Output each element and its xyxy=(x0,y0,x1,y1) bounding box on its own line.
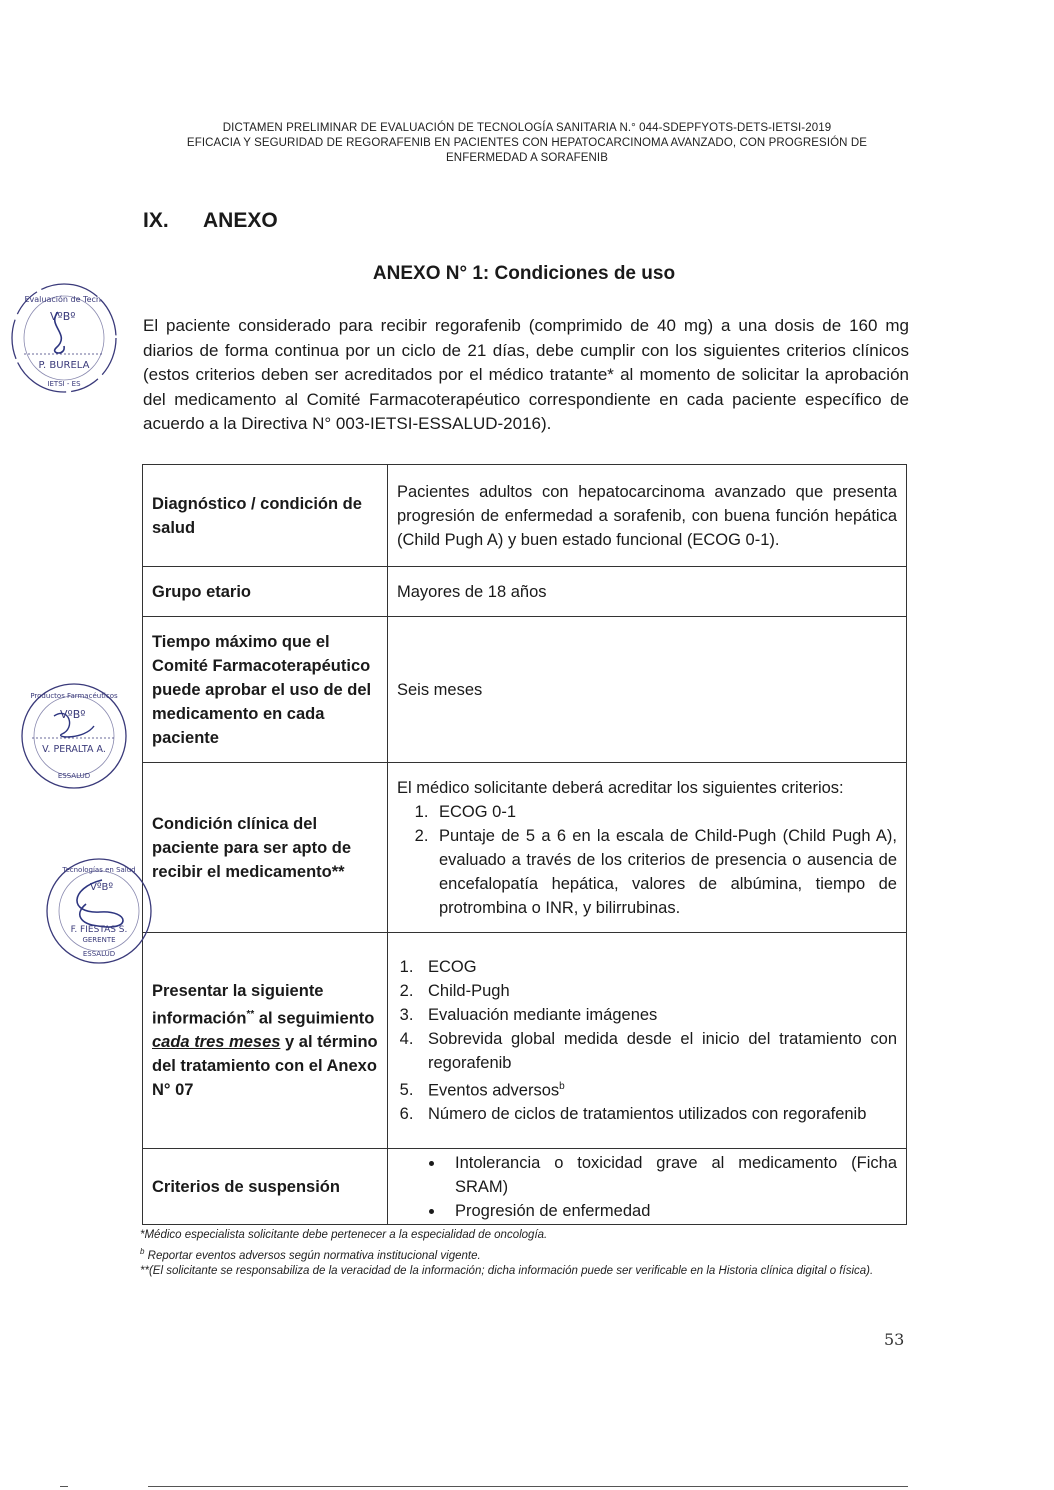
row-label-followup: Presentar la siguiente información** al seguimiento cada tres meses y al término del tratamiento con el Anexo N° 07 xyxy=(143,933,388,1149)
followup-list xyxy=(397,955,897,1127)
svg-text:GERENTE: GERENTE xyxy=(82,936,116,944)
header-line-1: DICTAMEN PRELIMINAR DE EVALUACIÓN DE TECNOLOGÍA SANITARIA N.° 044-SDEPFYOTS-DETS-IETSI-2019 xyxy=(222,122,832,134)
approval-stamp-burela xyxy=(6,276,122,402)
list-item: 1. ECOG 0-1 xyxy=(433,800,897,824)
svg-text:ESSALUD: ESSALUD xyxy=(57,772,91,780)
svg-text:F. FIESTAS S.: F. FIESTAS S. xyxy=(70,925,128,935)
table-row xyxy=(143,567,907,617)
table-row xyxy=(143,1149,907,1225)
footer-rule xyxy=(148,1486,908,1487)
row-label-suspension: Criterios de suspensión xyxy=(143,1149,388,1225)
svg-text:VºBº: VºBº xyxy=(50,310,76,323)
svg-text:Productos Farmacéuticos: Productos Farmacéuticos xyxy=(30,692,118,700)
svg-text:P. BURELA: P. BURELA xyxy=(38,360,90,371)
header-line-3: ENFERMEDAD A SORAFENIB xyxy=(446,152,608,164)
svg-text:VºBº: VºBº xyxy=(90,882,114,893)
criteria-intro: El médico solicitante deberá acreditar los siguientes criterios: xyxy=(397,778,844,797)
table-row xyxy=(143,763,907,933)
row-label-max-time: Tiempo máximo que el Comité Farmacoterapéutico puede aprobar el uso de del medicamento en cada paciente xyxy=(143,617,388,763)
table-row xyxy=(143,617,907,763)
svg-text:VºBº: VºBº xyxy=(60,708,86,721)
list-item: 2. Child-Pugh xyxy=(418,979,897,1003)
svg-text:IETSI - ES: IETSI - ES xyxy=(47,380,81,388)
list-item: • Intolerancia o toxicidad grave al medicamento (Ficha SRAM) xyxy=(445,1151,897,1199)
emphasis-every-three-months: cada tres meses xyxy=(152,1033,281,1052)
annex-title: ANEXO N° 1: Condiciones de uso xyxy=(372,263,676,284)
row-value-clinical-condition xyxy=(388,763,907,933)
row-label-age-group: Grupo etario xyxy=(143,567,388,617)
suspension-list xyxy=(397,1151,897,1223)
criteria-list xyxy=(397,800,897,920)
row-label-diagnosis: Diagnóstico / condición de salud xyxy=(143,465,388,567)
row-label-clinical-condition: Condición clínica del paciente para ser apto de recibir el medicamento** xyxy=(143,763,388,933)
row-value-age-group: Mayores de 18 años xyxy=(388,567,907,617)
section-title xyxy=(143,209,278,233)
svg-text:ESSALUD: ESSALUD xyxy=(82,950,116,958)
section-number: IX. xyxy=(143,209,169,232)
row-value-max-time: Seis meses xyxy=(388,617,907,763)
section-name: ANEXO xyxy=(203,209,278,232)
footer-dash xyxy=(60,1486,68,1487)
table-row xyxy=(143,465,907,567)
footnote-3: **(El solicitante se responsabiliza de la veracidad de la información; dicha información puede ser verificable en la Historia clínica digital o física). xyxy=(140,1264,874,1277)
svg-text:Tecnologías en Salud: Tecnologías en Salud xyxy=(62,866,136,874)
approval-stamp-fiestas xyxy=(40,852,158,970)
row-value-suspension xyxy=(388,1149,907,1225)
list-item: 1. ECOG xyxy=(418,955,897,979)
list-item: 3. Evaluación mediante imágenes xyxy=(418,1003,897,1027)
list-item: 4. Sobrevida global medida desde el inicio del tratamiento con regorafenib xyxy=(418,1027,897,1075)
intro-paragraph: El paciente considerado para recibir regorafenib (comprimido de 40 mg) a una dosis de 160 mg diarios de forma continua por un ciclo de 21 días, debe cumplir con los siguientes criterios clínicos (estos criterios deben ser acreditados por el médico tratante* al momento de solicitar la aprobación del medicamento al Comité Farmacoterapéutico correspondiente en cada paciente específico de acuerdo a la Directiva N° 003-IETSI-ESSALUD-2016). xyxy=(143,316,909,433)
table-row xyxy=(143,933,907,1149)
row-value-diagnosis: Pacientes adultos con hepatocarcinoma avanzado que presenta progresión de enfermedad a sorafenib, con buena función hepática (Child Pugh A) y buen estado funcional (ECOG 0-1). xyxy=(388,465,907,567)
svg-text:Evaluación de Tecn.: Evaluación de Tecn. xyxy=(24,295,104,304)
header-line-2: EFICACIA Y SEGURIDAD DE REGORAFENIB EN PACIENTES CON HEPATOCARCINOMA AVANZADO, CON PROGRESIÓN DE xyxy=(186,137,868,149)
footnote-1: *Médico especialista solicitante debe pertenecer a la especialidad de oncología. xyxy=(140,1229,548,1241)
conditions-table xyxy=(142,464,907,1225)
footnotes xyxy=(140,1228,910,1279)
list-item: 6. Número de ciclos de tratamientos utilizados con regorafenib xyxy=(418,1102,897,1126)
svg-text:V. PERALTA A.: V. PERALTA A. xyxy=(42,744,106,755)
approval-stamp-peralta xyxy=(14,676,134,796)
page-number: 53 xyxy=(884,1330,905,1349)
row-value-followup xyxy=(388,933,907,1149)
footnote-2: $^b$ Reportar eventos adversos según normativa institucional vigente. xyxy=(140,1246,481,1262)
list-item: • Progresión de enfermedad xyxy=(445,1199,897,1223)
list-item: 5. Eventos adversos$^b$ xyxy=(418,1075,897,1103)
document-header xyxy=(0,121,1054,166)
list-item: 2. Puntaje de 5 a 6 en la escala de Child-Pugh (Child Pugh A), evaluado a través de los criterios de presencia o ausencia de encefalopatía hepática, valores de albúmina, tiempo de protrombina o INR, y bilirrubinas. xyxy=(433,824,897,920)
